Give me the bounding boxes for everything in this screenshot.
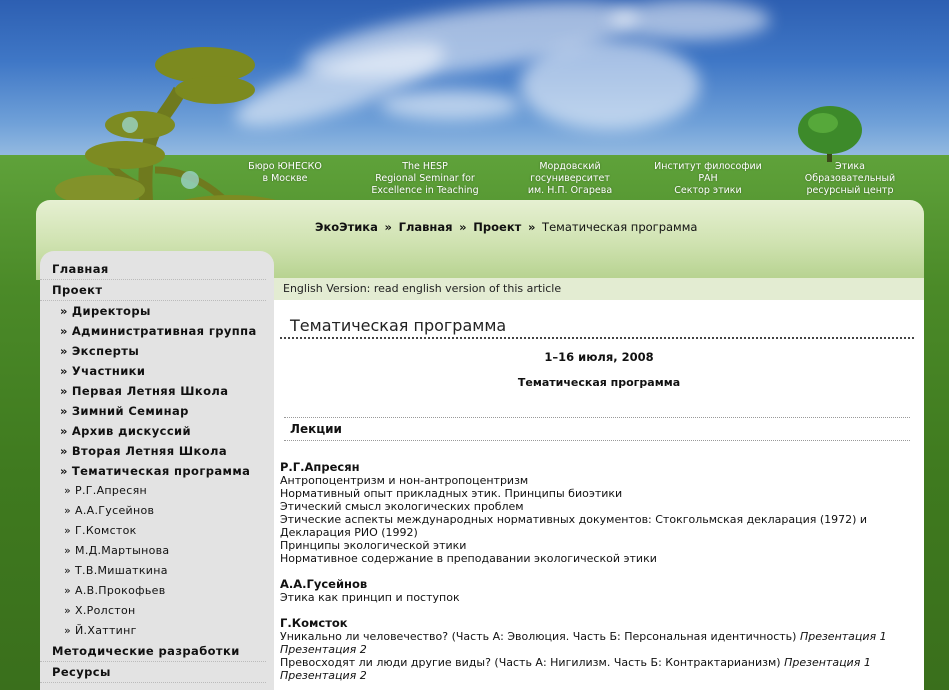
- lecturer-block: [280, 578, 914, 604]
- sidebar-item-apresyan[interactable]: [40, 481, 274, 501]
- chevron-right-icon: »: [60, 304, 68, 318]
- sidebar-item-participants[interactable]: [40, 361, 274, 381]
- breadcrumb-separator: »: [459, 220, 467, 234]
- sidebar-item-thematic-program[interactable]: [40, 461, 274, 481]
- sidebar-item-label: А.А.Гусейнов: [75, 504, 155, 517]
- sidebar-item-second-summer-school[interactable]: [40, 441, 274, 461]
- sidebar-item-directors[interactable]: [40, 301, 274, 321]
- lecture-title: Этический смысл экологических проблем: [280, 500, 524, 513]
- chevron-right-icon: »: [60, 364, 68, 378]
- lecturer-name: А.А.Гусейнов: [280, 577, 368, 591]
- chevron-right-icon: »: [64, 504, 72, 517]
- english-version-bar: [274, 278, 924, 300]
- partner-line: Бюро ЮНЕСКО: [248, 161, 322, 172]
- chevron-right-icon: »: [64, 584, 72, 597]
- presentation-link[interactable]: Презентация 2: [280, 643, 367, 656]
- sidebar-item-label: Г.Комсток: [75, 524, 137, 537]
- small-tree-icon: [795, 105, 865, 165]
- sidebar-item-methods[interactable]: Методические разработки: [40, 641, 266, 662]
- sidebar-item-comstock[interactable]: [40, 521, 274, 541]
- lecture-item: [280, 630, 914, 656]
- partner-line: The HESP: [402, 161, 448, 172]
- lecturer-block: [280, 461, 914, 565]
- breadcrumb: [315, 220, 697, 234]
- sidebar-item-hatting[interactable]: [40, 621, 274, 641]
- sidebar-item-label: М.Д.Мартынова: [75, 544, 170, 557]
- sidebar-item-admin-group[interactable]: [40, 321, 274, 341]
- sidebar-item-label: Х.Ролстон: [75, 604, 136, 617]
- partner-line: Excellence in Teaching: [371, 185, 479, 196]
- lecture-title: Антропоцентризм и нон-антропоцентризм: [280, 474, 529, 487]
- sidebar-item-experts[interactable]: [40, 341, 274, 361]
- english-version-link[interactable]: read english version of this article: [373, 282, 562, 295]
- sidebar-item-label: Участники: [71, 364, 146, 378]
- partner-line: Институт философии: [654, 161, 762, 172]
- lecturer-name: Г.Комсток: [280, 616, 348, 630]
- partner-hesp-link[interactable]: [365, 161, 485, 197]
- sidebar-item-first-summer-school[interactable]: [40, 381, 274, 401]
- partner-line: ресурсный центр: [806, 185, 894, 196]
- presentation-link[interactable]: Презентация 1: [799, 630, 887, 643]
- sidebar-item-rolston[interactable]: [40, 601, 274, 621]
- sidebar-item-label: А.В.Прокофьев: [75, 584, 166, 597]
- partner-line: госуниверситет: [530, 173, 610, 184]
- presentation-link[interactable]: Презентация 1: [784, 656, 871, 669]
- chevron-right-icon: »: [64, 524, 72, 537]
- lecture-title: Принципы экологической этики: [280, 539, 467, 552]
- partner-line: Этика: [835, 161, 865, 172]
- lecture-title: Уникально ли человечество? (Часть А: Эволюция. Часть Б: Персональная идентичность): [280, 630, 797, 643]
- presentation-link[interactable]: Презентация 2: [280, 669, 367, 682]
- sidebar-item-label: Первая Летняя Школа: [71, 384, 229, 398]
- partner-ethics-link[interactable]: [795, 161, 905, 197]
- lecture-title: Превосходят ли люди другие виды? (Часть А: Нигилизм. Часть Б: Контрактарианизм): [280, 656, 781, 669]
- page-title: Тематическая программа: [280, 316, 914, 339]
- chevron-right-icon: »: [64, 564, 72, 577]
- partner-line: РАН: [698, 173, 718, 184]
- sidebar-item-discussion-archive[interactable]: [40, 421, 274, 441]
- english-version-prefix: English Version:: [283, 282, 371, 295]
- sidebar-item-project[interactable]: Проект: [40, 280, 266, 301]
- chevron-right-icon: »: [64, 484, 72, 497]
- sidebar-item-label: Директоры: [71, 304, 151, 318]
- lecture-title: Этика как принцип и поступок: [280, 591, 460, 604]
- sidebar-item-label: Административная группа: [71, 324, 257, 338]
- lecturer-block: [280, 617, 914, 682]
- sidebar-item-label: Р.Г.Апресян: [75, 484, 147, 497]
- page-subtitle: Тематическая программа: [517, 376, 681, 389]
- partner-line: в Москве: [262, 173, 308, 184]
- chevron-right-icon: »: [60, 464, 68, 478]
- partner-line: Образовательный: [804, 173, 896, 184]
- sidebar-item-martynova[interactable]: [40, 541, 274, 561]
- main-content: [274, 278, 924, 690]
- sidebar-item-label: Зимний Семинар: [71, 404, 189, 418]
- sidebar-item-resources[interactable]: Ресурсы: [40, 662, 266, 683]
- lecture-title: Нормативный опыт прикладных этик. Принципы биоэтики: [280, 487, 623, 500]
- partner-line: Сектор этики: [674, 185, 742, 196]
- sidebar-item-guseynov[interactable]: [40, 501, 274, 521]
- chevron-right-icon: »: [64, 604, 72, 617]
- breadcrumb-separator: »: [384, 220, 392, 234]
- partner-links: [230, 161, 930, 201]
- partner-unesco-link[interactable]: [230, 161, 340, 185]
- partner-mordovia-link[interactable]: [515, 161, 625, 197]
- chevron-right-icon: »: [60, 444, 68, 458]
- sidebar-item-mishatkina[interactable]: [40, 561, 274, 581]
- sidebar-item-label: Й.Хаттинг: [75, 624, 137, 637]
- chevron-right-icon: »: [60, 384, 68, 398]
- partner-ras-link[interactable]: [648, 161, 768, 197]
- partner-line: Regional Seminar for: [375, 173, 475, 184]
- sidebar-item-label: Вторая Летняя Школа: [71, 444, 227, 458]
- chevron-right-icon: »: [64, 544, 72, 557]
- breadcrumb-ecoethics-link[interactable]: ЭкоЭтика: [315, 220, 378, 234]
- sidebar-item-label: Архив дискуссий: [71, 424, 191, 438]
- breadcrumb-home-link[interactable]: Главная: [398, 220, 453, 234]
- chevron-right-icon: »: [60, 424, 68, 438]
- breadcrumb-project-link[interactable]: Проект: [473, 220, 522, 234]
- sidebar-item-winter-seminar[interactable]: [40, 401, 274, 421]
- sidebar-item-label: Тематическая программа: [71, 464, 251, 478]
- sidebar-item-label: Т.В.Мишаткина: [75, 564, 168, 577]
- chevron-right-icon: »: [60, 324, 68, 338]
- lecture-title: Этические аспекты международных нормативных документов: Стокгольмская декларация (1972) и Декларация РИО (1992): [280, 513, 868, 539]
- sidebar-item-prokofyev[interactable]: [40, 581, 274, 601]
- section-heading-lectures: Лекции: [284, 417, 910, 441]
- lecture-title: Нормативное содержание в преподавании экологической этики: [280, 552, 657, 565]
- lecture-item: [280, 656, 914, 682]
- sidebar-item-label: Эксперты: [71, 344, 140, 358]
- lecturer-name: Р.Г.Апресян: [280, 460, 360, 474]
- breadcrumb-separator: »: [527, 220, 536, 234]
- partner-line: им. Н.П. Огарева: [527, 185, 613, 196]
- partner-line: Мордовский: [539, 161, 601, 172]
- chevron-right-icon: »: [60, 344, 68, 358]
- breadcrumb-current: Тематическая программа: [542, 220, 698, 234]
- event-date: 1–16 июля, 2008: [544, 350, 654, 364]
- sidebar-nav: [40, 251, 274, 690]
- chevron-right-icon: »: [60, 404, 68, 418]
- sidebar-item-home[interactable]: Главная: [40, 259, 266, 280]
- chevron-right-icon: »: [64, 624, 72, 637]
